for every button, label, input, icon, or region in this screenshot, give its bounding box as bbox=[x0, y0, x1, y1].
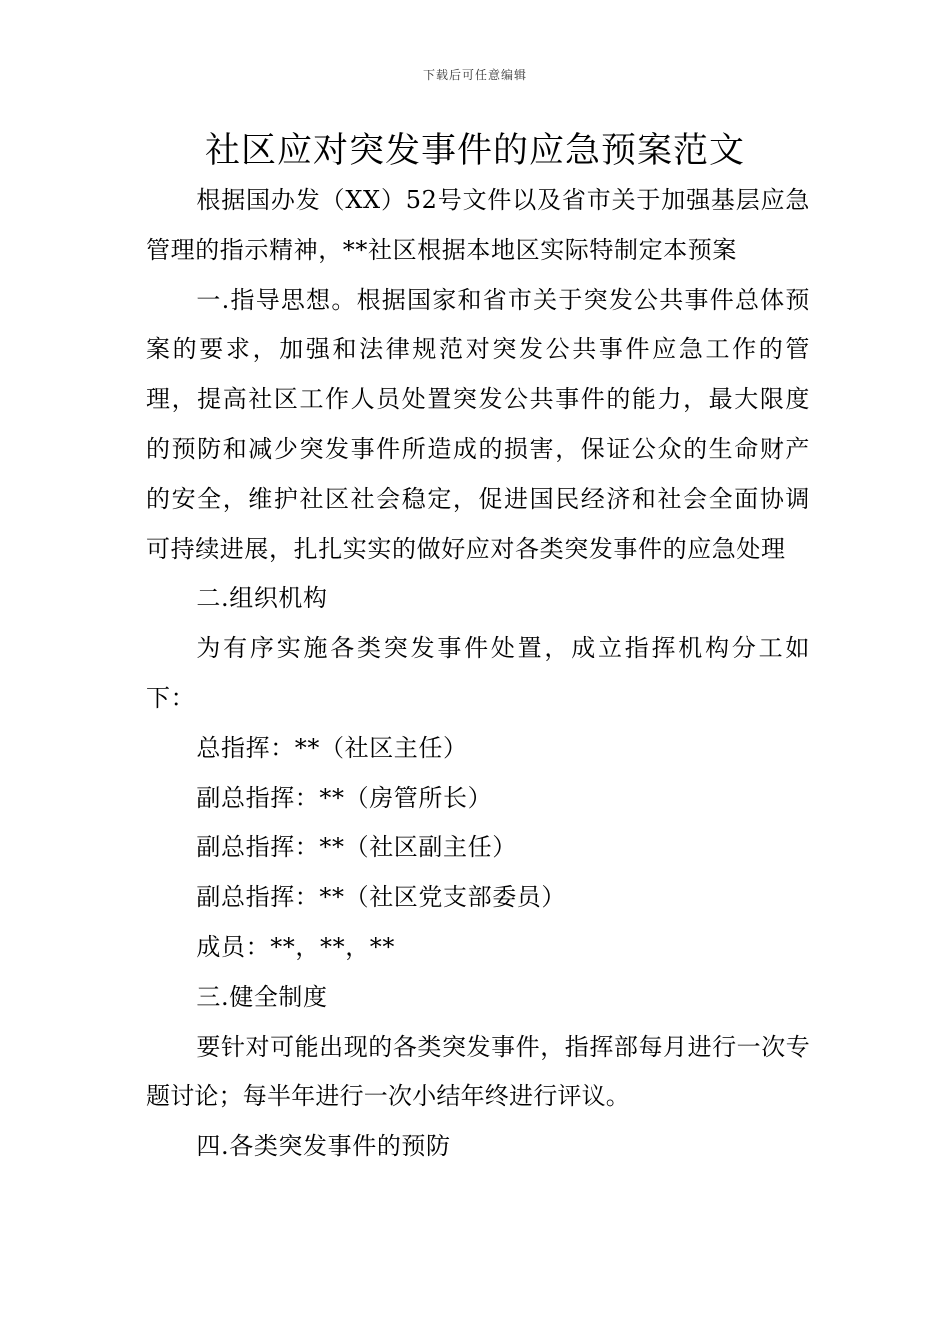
paragraph-guiding-principle: 一.指导思想。根据国家和省市关于突发公共事件总体预案的要求，加强和法律规范对突发公共事件应急工作的管理，提高社区工作人员处置突发公共事件的能力，最大限度的预防和减少突发事件所造成的损害，保证公众的生命财产的安全，维护社区社会稳定，促进国民经济和社会全面协调可持续进展，扎扎实实的做好应对各类突发事件的应急处理 bbox=[146, 285, 810, 563]
document-title: 社区应对突发事件的应急预案范文 bbox=[204, 131, 745, 171]
list-item-commander: 总指挥：**（社区主任） bbox=[196, 733, 468, 762]
list-item-deputy-commander-2: 副总指挥：**（社区副主任） bbox=[196, 833, 517, 862]
document-body bbox=[146, 176, 810, 1172]
list-item-deputy-commander-3: 副总指挥：**（社区党支部委员） bbox=[196, 883, 566, 912]
list-item-deputy-commander-1: 副总指挥：**（房管所长） bbox=[196, 783, 493, 812]
list-item-members: 成员：**，**，** bbox=[196, 932, 395, 961]
paragraph-organization-intro: 为有序实施各类突发事件处置，成立指挥机构分工如下： bbox=[146, 634, 810, 712]
section-heading-organization: 二.组织机构 bbox=[196, 584, 328, 613]
section-heading-prevention: 四.各类突发事件的预防 bbox=[196, 1132, 451, 1161]
paragraph-intro: 根据国办发（XX）52号文件以及省市关于加强基层应急管理的指示精神，**社区根据本地区实际特制定本预案 bbox=[146, 186, 810, 264]
page-header-note: 下载后可任意编辑 bbox=[422, 68, 527, 82]
section-heading-system: 三.健全制度 bbox=[196, 982, 328, 1011]
paragraph-system: 要针对可能出现的各类突发事件，指挥部每月进行一次专题讨论；每半年进行一次小结年终进行评议。 bbox=[146, 1032, 810, 1111]
